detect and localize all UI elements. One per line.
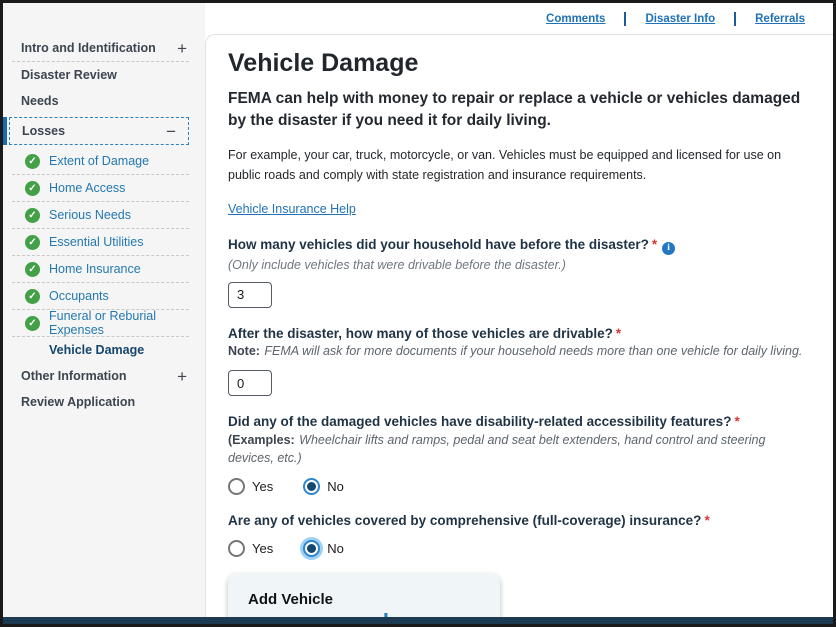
required-marker: * bbox=[651, 237, 658, 252]
question-accessibility-label: Did any of the damaged vehicles have disability-related accessibility features? * bbox=[228, 414, 740, 430]
question-hint: (Only include vehicles that were drivable before the disaster.) bbox=[228, 257, 566, 272]
check-icon: ✓ bbox=[25, 208, 40, 223]
radio-checked-icon[interactable] bbox=[303, 478, 320, 495]
radio-checked-focused-icon[interactable] bbox=[303, 540, 320, 557]
content-panel bbox=[205, 34, 833, 617]
expand-icon[interactable]: + bbox=[177, 38, 187, 58]
radio-unchecked-icon[interactable] bbox=[228, 540, 245, 557]
sidebar-item-home-access[interactable] bbox=[3, 175, 205, 201]
sidebar-item-home-insurance[interactable] bbox=[3, 256, 205, 282]
check-icon: ✓ bbox=[25, 289, 40, 304]
sidebar-item-label: Essential Utilities bbox=[49, 235, 144, 249]
sidebar-item-essential-utilities[interactable] bbox=[3, 229, 205, 255]
sidebar-item-extent-of-damage[interactable] bbox=[3, 148, 205, 174]
sidebar-item-label: Review Application bbox=[21, 395, 136, 409]
sidebar-item-label: Disaster Review bbox=[21, 68, 117, 82]
sidebar-item-label: Vehicle Damage bbox=[49, 343, 145, 357]
insurance-no-option[interactable]: No bbox=[303, 540, 344, 557]
sidebar-item-funeral-or-reburial-expenses[interactable] bbox=[3, 310, 205, 336]
footer-bar bbox=[3, 617, 833, 624]
question-vehicles-before-label: How many vehicles did your household have before the disaster? * i bbox=[228, 236, 809, 255]
question-examples: (Examples: Wheelchair lifts and ramps, pedal and seat belt extenders, hand control and steering devices, etc.) bbox=[228, 432, 766, 465]
sidebar-item-other-information[interactable] bbox=[3, 363, 205, 389]
sidebar-item-disaster-review[interactable] bbox=[3, 62, 205, 88]
sidebar-item-losses[interactable] bbox=[9, 117, 189, 145]
referrals-link[interactable]: Referrals bbox=[755, 12, 805, 25]
sidebar-item-label: Funeral or Reburial Expenses bbox=[49, 309, 156, 337]
sidebar-item-review-application[interactable] bbox=[3, 389, 205, 415]
accessibility-yes-option[interactable]: Yes bbox=[228, 478, 273, 495]
accessibility-no-option[interactable]: No bbox=[303, 478, 344, 495]
required-marker: * bbox=[615, 325, 622, 341]
sidebar-item-label: Needs bbox=[21, 94, 59, 108]
expand-icon[interactable]: + bbox=[177, 366, 187, 386]
sidebar-item-label: Home Access bbox=[49, 181, 126, 195]
sidebar-item-label: Other Information bbox=[21, 369, 127, 383]
question-vehicles-drivable-label: After the disaster, how many of those vehicles are drivable? * bbox=[228, 325, 622, 341]
sidebar-item-needs[interactable] bbox=[3, 88, 205, 114]
comments-link[interactable]: Comments bbox=[546, 12, 606, 25]
insurance-radio-group bbox=[228, 540, 809, 557]
sidebar-item-intro-and-identification[interactable] bbox=[3, 35, 205, 61]
sidebar-nav bbox=[3, 3, 205, 617]
sidebar-item-serious-needs[interactable] bbox=[3, 202, 205, 228]
question-note: Note: FEMA will ask for more documents if your household needs more than one vehicle for daily living. bbox=[228, 344, 803, 359]
radio-unchecked-icon[interactable] bbox=[228, 478, 245, 495]
description-text: For example, your car, truck, motorcycle, or van. Vehicles must be equipped and licensed for use on public roads and comply with state registration and insurance requirements. bbox=[228, 148, 782, 182]
sidebar-item-label: Intro and Identification bbox=[21, 41, 156, 55]
check-icon: ✓ bbox=[25, 154, 40, 169]
link-separator bbox=[624, 12, 626, 26]
collapse-icon[interactable]: − bbox=[166, 121, 176, 141]
check-icon: ✓ bbox=[25, 316, 40, 331]
sidebar-item-label: Occupants bbox=[49, 289, 109, 303]
required-marker: * bbox=[704, 512, 710, 528]
link-separator bbox=[734, 12, 736, 26]
vehicles-before-input[interactable] bbox=[228, 282, 272, 308]
sidebar-item-label: Extent of Damage bbox=[49, 154, 150, 168]
check-icon: ✓ bbox=[25, 235, 40, 250]
sidebar-item-label: Home Insurance bbox=[49, 262, 141, 276]
vehicle-insurance-help-link[interactable]: Vehicle Insurance Help bbox=[228, 202, 356, 216]
sidebar-item-label: Serious Needs bbox=[49, 208, 131, 222]
add-vehicle-title: Add Vehicle bbox=[248, 591, 334, 609]
disaster-info-link[interactable]: Disaster Info bbox=[645, 12, 716, 25]
info-icon[interactable]: i bbox=[662, 242, 675, 255]
required-marker: * bbox=[734, 414, 740, 430]
sidebar-item-losses-wrap bbox=[3, 114, 205, 148]
page-title: Vehicle Damage bbox=[228, 49, 419, 77]
main-area bbox=[205, 3, 833, 617]
check-icon: ✓ bbox=[25, 262, 40, 277]
active-section-indicator bbox=[3, 117, 7, 145]
lead-text: FEMA can help with money to repair or replace a vehicle or vehicles damaged by the disaster if you need it for daily living. bbox=[228, 90, 801, 129]
check-icon: ✓ bbox=[25, 181, 40, 196]
sidebar-item-label: Losses bbox=[22, 124, 66, 138]
insurance-yes-option[interactable]: Yes bbox=[228, 540, 273, 557]
top-nav bbox=[205, 3, 833, 34]
vehicles-drivable-input[interactable] bbox=[228, 370, 272, 396]
accessibility-radio-group bbox=[228, 478, 809, 495]
sidebar-item-vehicle-damage-current[interactable] bbox=[3, 337, 205, 363]
sidebar-item-occupants[interactable] bbox=[3, 283, 205, 309]
question-insurance-label: Are any of vehicles covered by comprehensive (full-coverage) insurance? * bbox=[228, 512, 710, 528]
